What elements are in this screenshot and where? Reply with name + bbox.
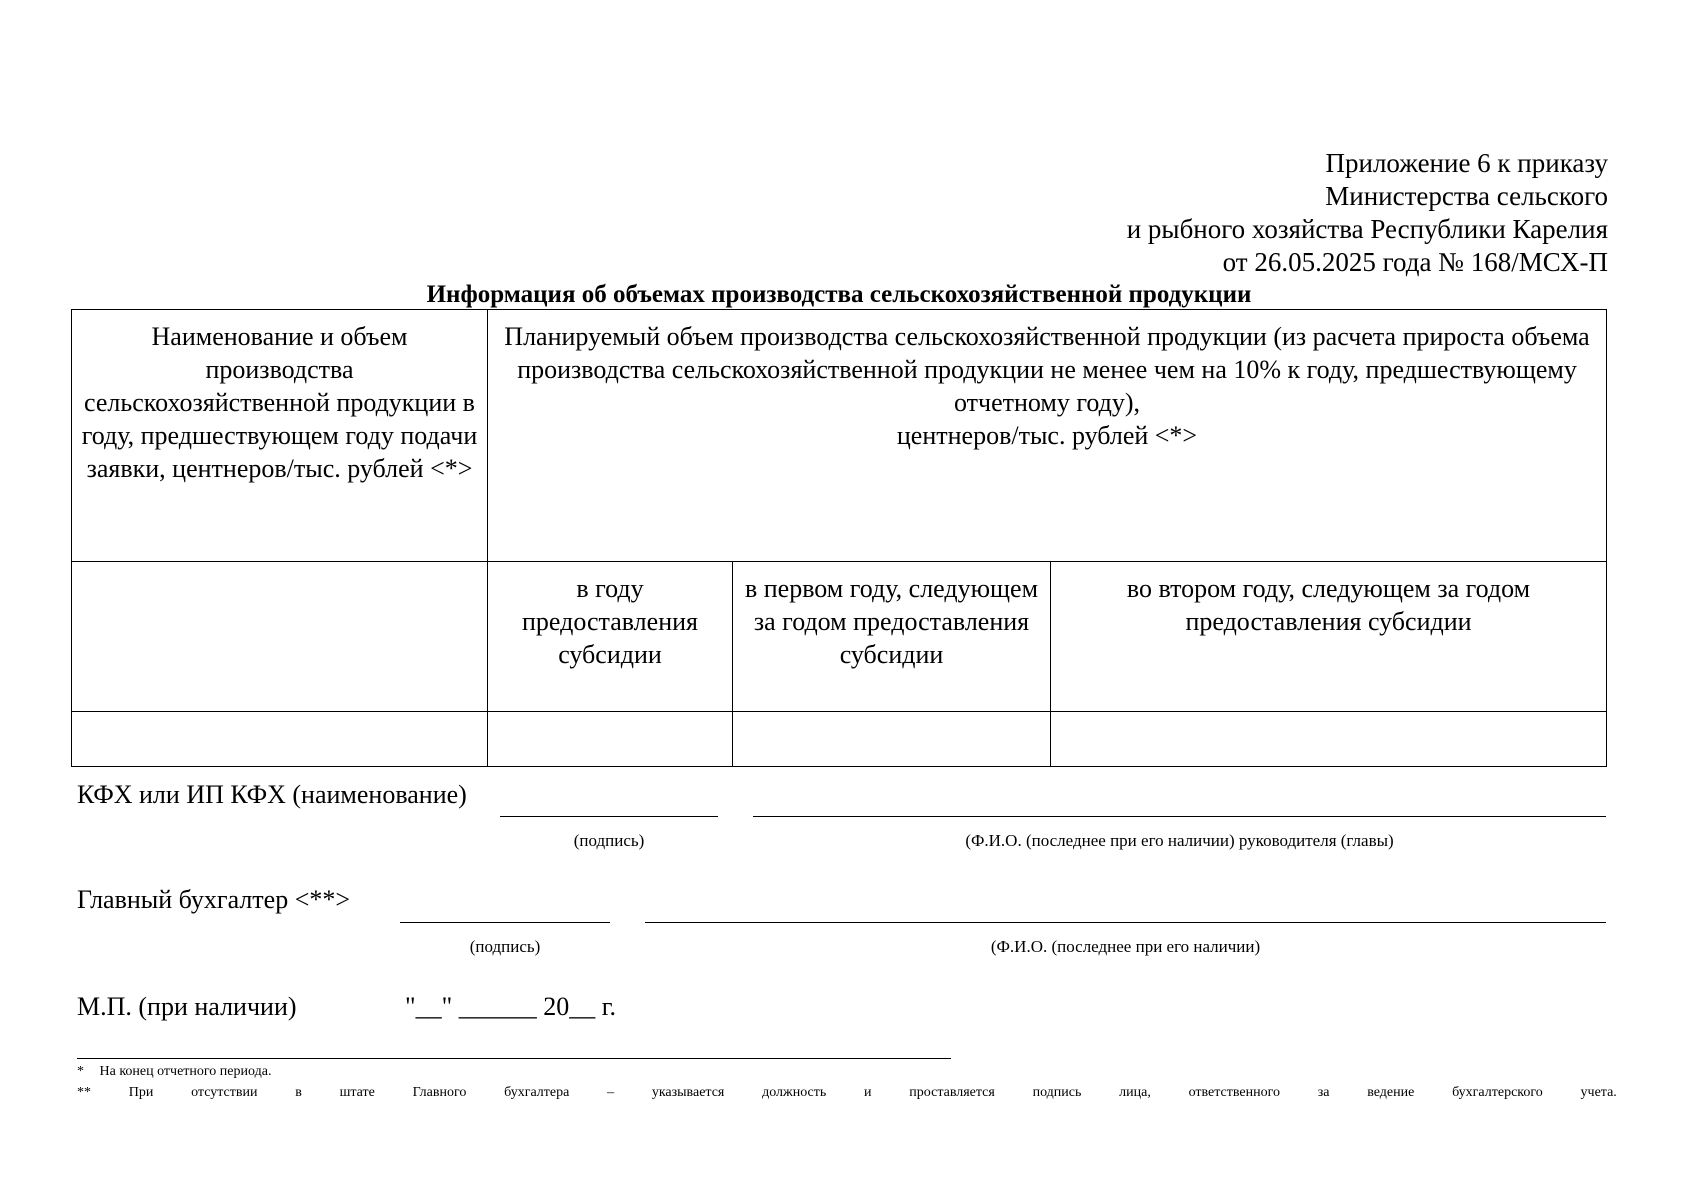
- footnote-2-word: и: [864, 1085, 872, 1100]
- approval-line-2: Министерства сельского: [1325, 181, 1608, 211]
- accountant-fio-caption: (Ф.И.О. (последнее при его наличии): [990, 937, 1261, 956]
- header-planned-volume: [488, 310, 1607, 562]
- footnote-1-text: На конец отчетного периода.: [99, 1064, 272, 1079]
- accountant-fio-line[interactable]: [645, 922, 1606, 923]
- subheader-second-year: [1051, 562, 1607, 712]
- input-cell-first-year[interactable]: [733, 712, 1051, 767]
- document-title: Информация об объемах производства сельскохозяйственной продукции: [426, 281, 1252, 308]
- accountant-signature-caption: (подпись): [469, 937, 541, 956]
- footnote-2-word: указывается: [651, 1085, 725, 1100]
- header-right-unit: центнеров/тыс. рублей <*>: [896, 421, 1198, 450]
- subheader-second-year-text: во втором году, следующем за годом предоставления субсидии: [1126, 574, 1531, 636]
- footnote-2-word: подпись: [1032, 1085, 1082, 1100]
- footnote-1: [77, 1064, 271, 1080]
- footnote-2-word: лица,: [1119, 1085, 1151, 1100]
- production-volume-table: [71, 309, 1607, 767]
- header-right-text: Планируемый объем производства сельскохозяйственной продукции (из расчета прироста объема производства сельскохозяйственной продукции не менее чем на 10% к году, предшествующему отчетному году),: [504, 322, 1590, 417]
- footnote-2-word: за: [1317, 1085, 1330, 1100]
- subheader-empty-cell: [72, 562, 488, 712]
- subheader-grant-year-text: в году предоставления субсидии: [522, 574, 698, 669]
- accountant-signature-line[interactable]: [400, 922, 610, 923]
- input-cell-second-year[interactable]: [1051, 712, 1607, 767]
- footnote-2-word: бухгалтерского: [1452, 1085, 1543, 1100]
- kfh-fio-caption: (Ф.И.О. (последнее при его наличии) руководителя (главы): [965, 831, 1394, 850]
- approval-line-1: Приложение 6 к приказу: [1325, 148, 1608, 178]
- footnote-divider: [77, 1058, 951, 1059]
- accountant-label: Главный бухгалтер <**>: [77, 885, 351, 914]
- input-cell-previous-year[interactable]: [72, 712, 488, 767]
- subheader-first-year-text: в первом году, следующем за годом предоставления субсидии: [744, 574, 1039, 669]
- subheader-first-year: [733, 562, 1051, 712]
- input-cell-grant-year[interactable]: [488, 712, 733, 767]
- footnote-2-word: учета.: [1580, 1085, 1617, 1100]
- footnote-2-word: При: [128, 1085, 154, 1100]
- footnote-2: [77, 1085, 1617, 1101]
- footnote-2-word: проставляется: [909, 1085, 995, 1100]
- footnote-2-word: штате: [339, 1085, 375, 1100]
- footnote-2-word: ответственного: [1188, 1085, 1280, 1100]
- footnote-2-mark: **: [77, 1085, 91, 1100]
- kfh-fio-line[interactable]: [753, 816, 1606, 817]
- table-row: [72, 712, 1607, 767]
- kfh-signature-line[interactable]: [500, 816, 718, 817]
- approval-block: [1127, 147, 1608, 279]
- footnote-1-mark: *: [77, 1064, 84, 1079]
- date-field[interactable]: "__" ______ 20__ г.: [405, 992, 616, 1021]
- footnote-2-word: –: [607, 1085, 615, 1100]
- kfh-label: КФХ или ИП КФХ (наименование): [77, 780, 467, 809]
- footnote-2-word: бухгалтера: [504, 1085, 570, 1100]
- header-left-text: Наименование и объем производства сельскохозяйственной продукции в году, предшествующем году подачи заявки, центнеров/тыс. рублей <*>: [81, 322, 478, 483]
- seal-label: М.П. (при наличии): [77, 992, 297, 1021]
- footnote-2-word: ведение: [1367, 1085, 1415, 1100]
- kfh-signature-caption: (подпись): [573, 831, 645, 850]
- approval-line-3: и рыбного хозяйства Республики Карелия: [1126, 214, 1608, 244]
- approval-line-4: от 26.05.2025 года № 168/МСХ-П: [1222, 247, 1608, 277]
- footnote-2-word: Главного: [412, 1085, 467, 1100]
- footnote-2-word: должность: [762, 1085, 827, 1100]
- subheader-grant-year: [488, 562, 733, 712]
- table-header-row: [72, 310, 1607, 562]
- footnote-2-word: отсутствии: [191, 1085, 258, 1100]
- table-subheader-row: [72, 562, 1607, 712]
- header-previous-year-volume: [72, 310, 488, 562]
- footnote-2-word: в: [295, 1085, 302, 1100]
